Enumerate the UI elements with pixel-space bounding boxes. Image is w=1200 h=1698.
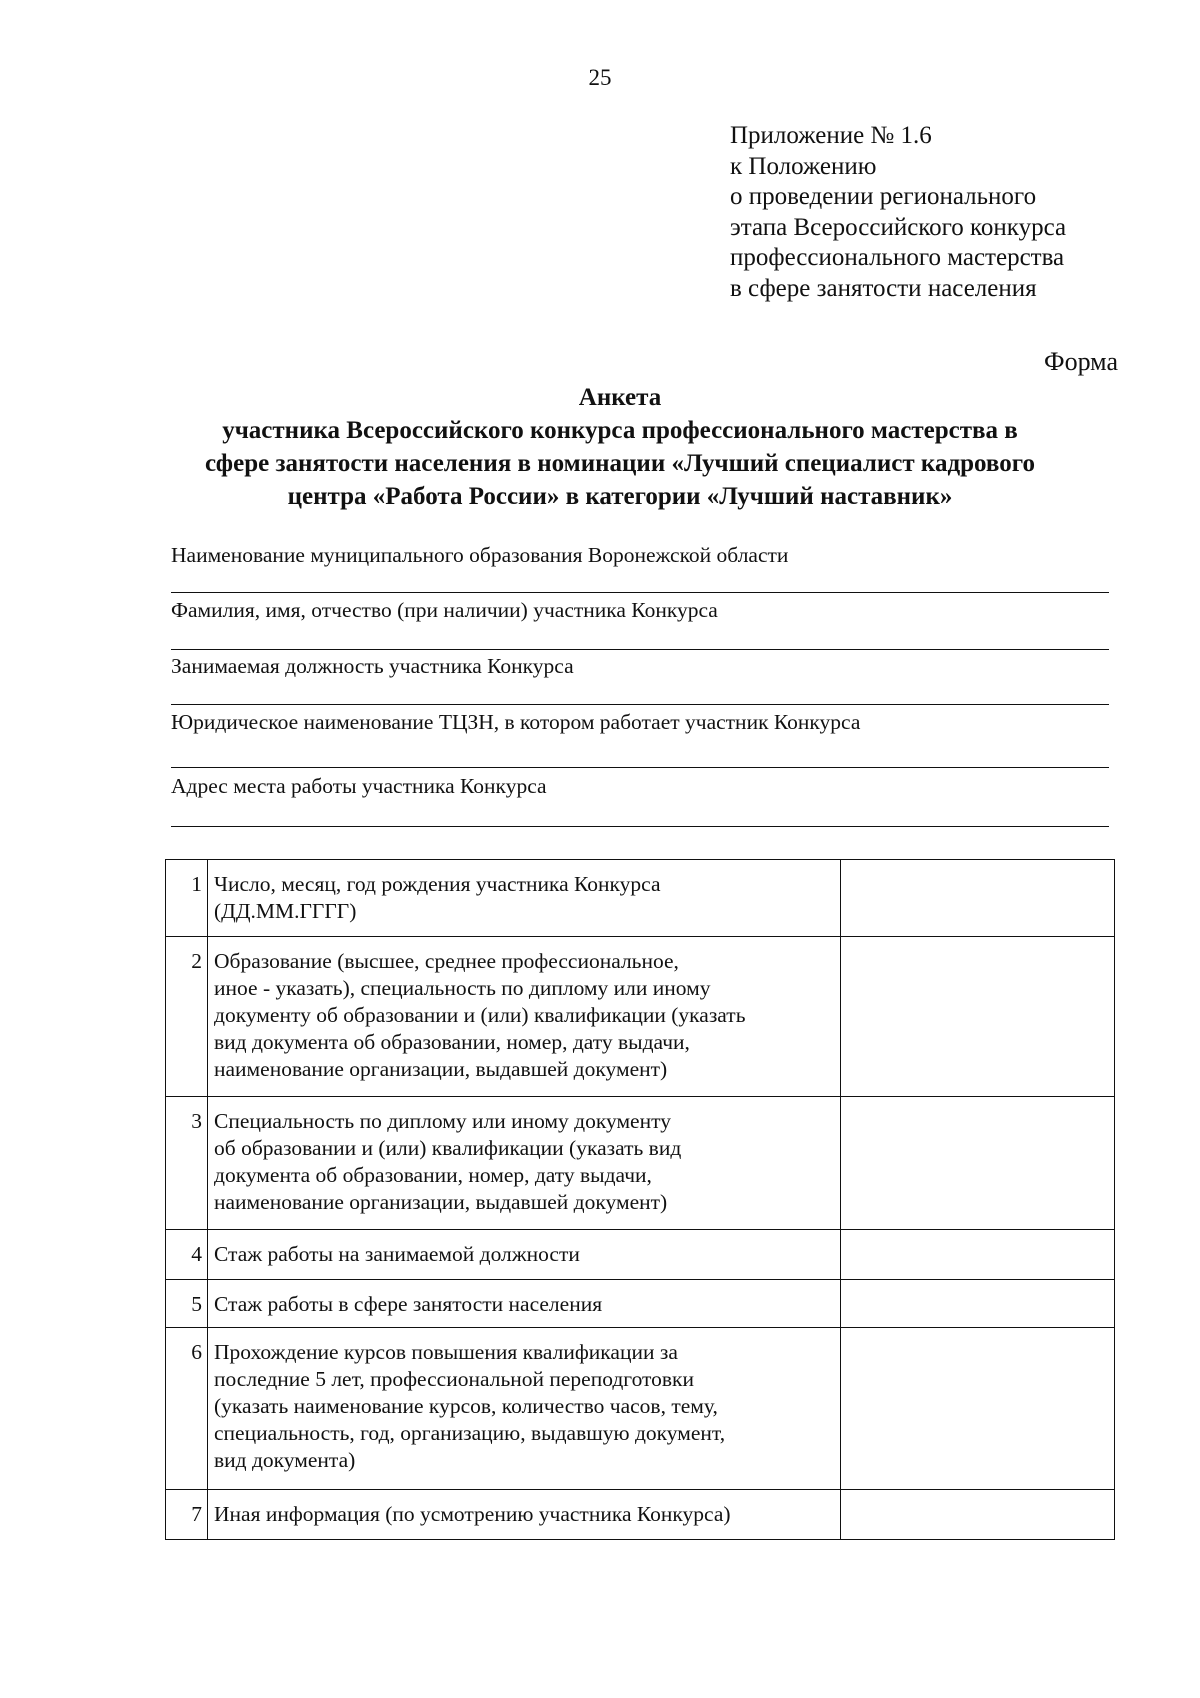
field-label: Занимаемая должность участника Конкурса <box>171 654 574 678</box>
question-cell <box>208 1280 841 1328</box>
field-municipality <box>171 542 1109 568</box>
legal-name-input-line[interactable] <box>171 767 1109 768</box>
question-cell <box>208 1328 841 1490</box>
document-title <box>120 381 1120 513</box>
title-line: сфере занятости населения в номинации «Лучший специалист кадрового <box>205 450 1035 477</box>
answer-cell[interactable] <box>841 860 1115 937</box>
question-line: специальность, год, организацию, выдавшую документ, <box>214 1421 726 1445</box>
field-position <box>171 653 1109 679</box>
municipality-input-line[interactable] <box>171 592 1109 593</box>
question-line: вид документа) <box>214 1448 356 1472</box>
question-line: наименование организации, выдавшей документ) <box>214 1190 668 1214</box>
table-row <box>166 1097 1115 1230</box>
question-line: Специальность по диплому или иному документу <box>214 1109 671 1133</box>
field-label: Адрес места работы участника Конкурса <box>171 774 547 798</box>
row-number: 6 <box>166 1328 208 1490</box>
question-line: наименование организации, выдавшей документ) <box>214 1057 668 1081</box>
row-number: 4 <box>166 1230 208 1280</box>
title-line: Анкета <box>578 384 662 411</box>
appendix-line: профессионального мастерства <box>730 244 1065 272</box>
question-line: документа об образовании, номер, дату выдачи, <box>214 1163 652 1187</box>
questionnaire-table <box>165 859 1115 1540</box>
question-line: Стаж работы на занимаемой должности <box>214 1242 580 1266</box>
position-input-line[interactable] <box>171 704 1109 705</box>
appendix-line: в сфере занятости населения <box>730 274 1037 302</box>
question-line: Иная информация (по усмотрению участника Конкурса) <box>214 1502 731 1526</box>
field-label: Фамилия, имя, отчество (при наличии) участника Конкурса <box>171 598 718 622</box>
answer-cell[interactable] <box>841 937 1115 1097</box>
table-row <box>166 1490 1115 1540</box>
field-label: Юридическое наименование ТЦЗН, в котором работает участник Конкурса <box>171 710 861 734</box>
field-label: Наименование муниципального образования Воронежской области <box>171 543 789 567</box>
appendix-line: о проведении регионального <box>730 183 1037 211</box>
row-number: 3 <box>166 1097 208 1230</box>
appendix-line: этапа Всероссийского конкурса <box>730 213 1067 241</box>
question-cell <box>208 937 841 1097</box>
row-number: 1 <box>166 860 208 937</box>
appendix-line: к Положению <box>730 152 877 180</box>
answer-cell[interactable] <box>841 1230 1115 1280</box>
answer-cell[interactable] <box>841 1280 1115 1328</box>
title-line: центра «Работа России» в категории «Лучший наставник» <box>287 483 953 510</box>
question-line: Образование (высшее, среднее профессиональное, <box>214 949 679 973</box>
question-line: вид документа об образовании, номер, дату выдачи, <box>214 1030 690 1054</box>
field-full-name <box>171 597 1109 623</box>
row-number: 7 <box>166 1490 208 1540</box>
question-line: документу об образовании и (или) квалификации (указать <box>214 1003 746 1027</box>
question-cell <box>208 1097 841 1230</box>
answer-cell[interactable] <box>841 1328 1115 1490</box>
appendix-line: Приложение № 1.6 <box>730 122 932 149</box>
table-row <box>166 937 1115 1097</box>
question-line: последние 5 лет, профессиональной переподготовки <box>214 1367 695 1391</box>
question-line: (ДД.ММ.ГГГГ) <box>214 899 357 923</box>
question-line: Стаж работы в сфере занятости населения <box>214 1292 603 1316</box>
question-line: иное - указать), специальность по диплому или иному <box>214 976 711 1000</box>
table-row <box>166 860 1115 937</box>
row-number: 2 <box>166 937 208 1097</box>
form-label: Форма <box>1044 347 1118 376</box>
page-number: 25 <box>588 65 612 90</box>
question-line: об образовании и (или) квалификации (указать вид <box>214 1136 682 1160</box>
field-work-address <box>171 773 1109 799</box>
table-row <box>166 1230 1115 1280</box>
field-legal-name <box>171 709 1109 735</box>
question-line: Прохождение курсов повышения квалификации за <box>214 1340 678 1364</box>
question-line: Число, месяц, год рождения участника Конкурса <box>214 872 661 896</box>
work-address-input-line[interactable] <box>171 826 1109 827</box>
question-line: (указать наименование курсов, количество часов, тему, <box>214 1394 718 1418</box>
question-cell <box>208 1490 841 1540</box>
title-line: участника Всероссийского конкурса профессионального мастерства в <box>222 417 1018 444</box>
answer-cell[interactable] <box>841 1097 1115 1230</box>
table-row <box>166 1328 1115 1490</box>
question-cell <box>208 860 841 937</box>
answer-cell[interactable] <box>841 1490 1115 1540</box>
question-cell <box>208 1230 841 1280</box>
row-number: 5 <box>166 1280 208 1328</box>
full-name-input-line[interactable] <box>171 649 1109 650</box>
table-row <box>166 1280 1115 1328</box>
appendix-header <box>730 121 1170 305</box>
